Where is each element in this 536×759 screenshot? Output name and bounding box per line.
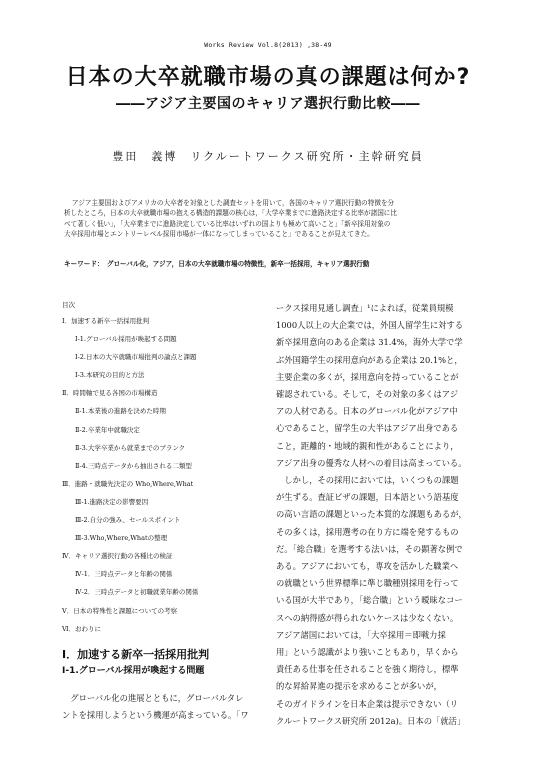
toc-item: Ⅱ-3.大学卒業から就業までのブランク [75,443,186,452]
abstract-line: アジア主要国およびアメリカの大卒者を対象とした調査セットを用いて，各国のキャリア選択行動の特徴を分 [71,199,395,207]
left-column-body [62,690,264,724]
toc-item: Ⅰ．加速する新卒一括採用批判 [62,317,150,325]
body-line: その多くは，採用選考の在り方に端を発するもの [276,526,459,537]
body-line: 主要企業の多くが，採用意向を持っていることが [276,371,459,382]
body-line: だ。「総合職」を選考する法いは，その顕著な例で [276,543,463,554]
toc-heading: 目次 [62,301,75,309]
body-line: 確認されている。そして，その対象の多くはアジ [276,389,459,400]
toc-item: Ⅳ-2．三時点データと初職就業年齢の関係 [75,588,199,597]
body-line: そのガイドラインを日本企業は提示できない（リ [276,698,459,709]
author-line: 豊田 義博 リクルートワークス研究所・主幹研究員 [112,150,424,163]
toc-item: Ⅵ．おわりに [62,624,102,633]
body-line: ントを採用しようという機運が高まっている。「ワ [62,710,249,721]
toc-item: Ⅲ-3.Who,Where,Whatの整理 [75,534,168,543]
abstract-line: 大卒採用市場とエントリーレベル採用市場が一体になってしまっていること」であることが見えてきた。 [64,230,374,239]
abstract-line: 析したところ，日本の大卒就職市場の抱える構造的課題の核心は，「大学卒業までに進路決定する比率が諸国に比 [64,209,397,218]
toc-item: Ⅴ．日本の特殊性と課題についての考察 [62,606,178,615]
body-line: ぶ外国籍学生の採用意向がある企業は 20.1%と， [276,354,463,365]
body-line: ークス採用見通し調査」¹によれば，従業員規模 [276,303,454,313]
body-line: 心であること，留学生の大半はアジア出身である [276,423,459,434]
right-column-body [276,300,486,730]
toc-item: Ⅲ-1.進路決定の影響要因 [75,497,149,506]
toc-item: Ⅰ-1.グローバル採用が喚起する問題 [75,335,177,344]
toc-item: Ⅰ-2.日本の大卒就職市場批判の論点と課題 [75,353,197,362]
toc-item: Ⅳ-1．三時点データと年齢の関係 [75,570,173,579]
body-line: しかし，その採用においては，いくつもの課題 [276,475,459,486]
toc-item: Ⅳ．キャリア選択行動の各種比の検証 [62,552,173,561]
body-line: こと，距離的・地域的親和性があることにより， [276,440,459,451]
abstract-line: べて著しく低い」，「大卒業までに進路決定している比率はいずれの国よりも極めて高いこと」「新卒採用対象の [64,219,391,228]
toc-item: Ⅱ-1.本業後の進路を決めた時期 [75,407,166,416]
body-line: 的な昇給昇進の提示を求めることが多いが， [276,681,442,692]
toc-item: Ⅰ-3.本研究の目的と方法 [75,371,145,380]
body-line: スへの納得感が得られないケースは少なくない。 [276,612,459,623]
toc-item: Ⅲ．進路・就職先決定の Who,Where,What [62,479,194,488]
body-line: 責任ある仕事を任されることを強く期待し，標準 [276,664,459,675]
body-line: 1000人以上の大企業では，外国人留学生に対する [276,320,464,331]
body-line: いる国が大半であり，「総合職」という曖昧なコー [276,595,463,606]
abstract [64,198,476,240]
body-line: アジア出身の優秀な人材への着目は高まっている。 [276,457,467,468]
subsection-heading: Ⅰ-1.グローバル採用が喚起する問題 [62,666,205,676]
table-of-contents [62,300,262,642]
keywords: キーワード： グローバル化，アジア，日本の大卒就職市場の特徴性，新卒一括採用，キャリア選択行動 [64,260,370,268]
body-line: クルートワークス研究所 2012a)。日本の「就活」 [276,715,466,726]
journal-header: Works Review Vol.8(2013) ,38-49 [204,41,332,49]
body-line: 新卒採用意向のある企業は 31.4%，海外大学で学 [276,337,463,348]
paper-subtitle: ――アジア主要国のキャリア選択行動比較―― [116,96,420,112]
toc-item: Ⅲ-2.自分の強み、セールスポイント [75,516,181,525]
body-line: グローバル化の進展とともに，グローバルタレ [62,693,244,703]
body-line: ある。アジアにおいても，専攻を活かした職業へ [276,561,459,572]
paper-title: 日本の大卒就職市場の真の課題は何か? [65,65,471,90]
toc-item: Ⅱ-4.三時点データから抽出される二類型 [75,461,192,470]
body-line: アの人材である。日本のグローバル化がアジア中 [276,406,458,417]
body-line: の就職という世界標準に準じ職種別採用を行って [276,578,459,589]
toc-item: Ⅱ-2.卒業年中就職決定 [75,425,140,434]
body-line: アジア諸国においては，「大卒採用＝即戦力採 [276,629,446,640]
body-line: が生ずる。査証ビザの課題，日本語という語基度 [276,492,459,503]
toc-item: Ⅱ．時間軸で見る各国の市場構造 [62,389,158,398]
body-line: の高い言語の課題といった本質的な課題もあるが， [276,509,467,520]
section-heading: Ⅰ．加速する新卒一括採用批判 [62,648,210,661]
body-line: 用」という認識がより強いこともあり，早くから [276,647,459,658]
